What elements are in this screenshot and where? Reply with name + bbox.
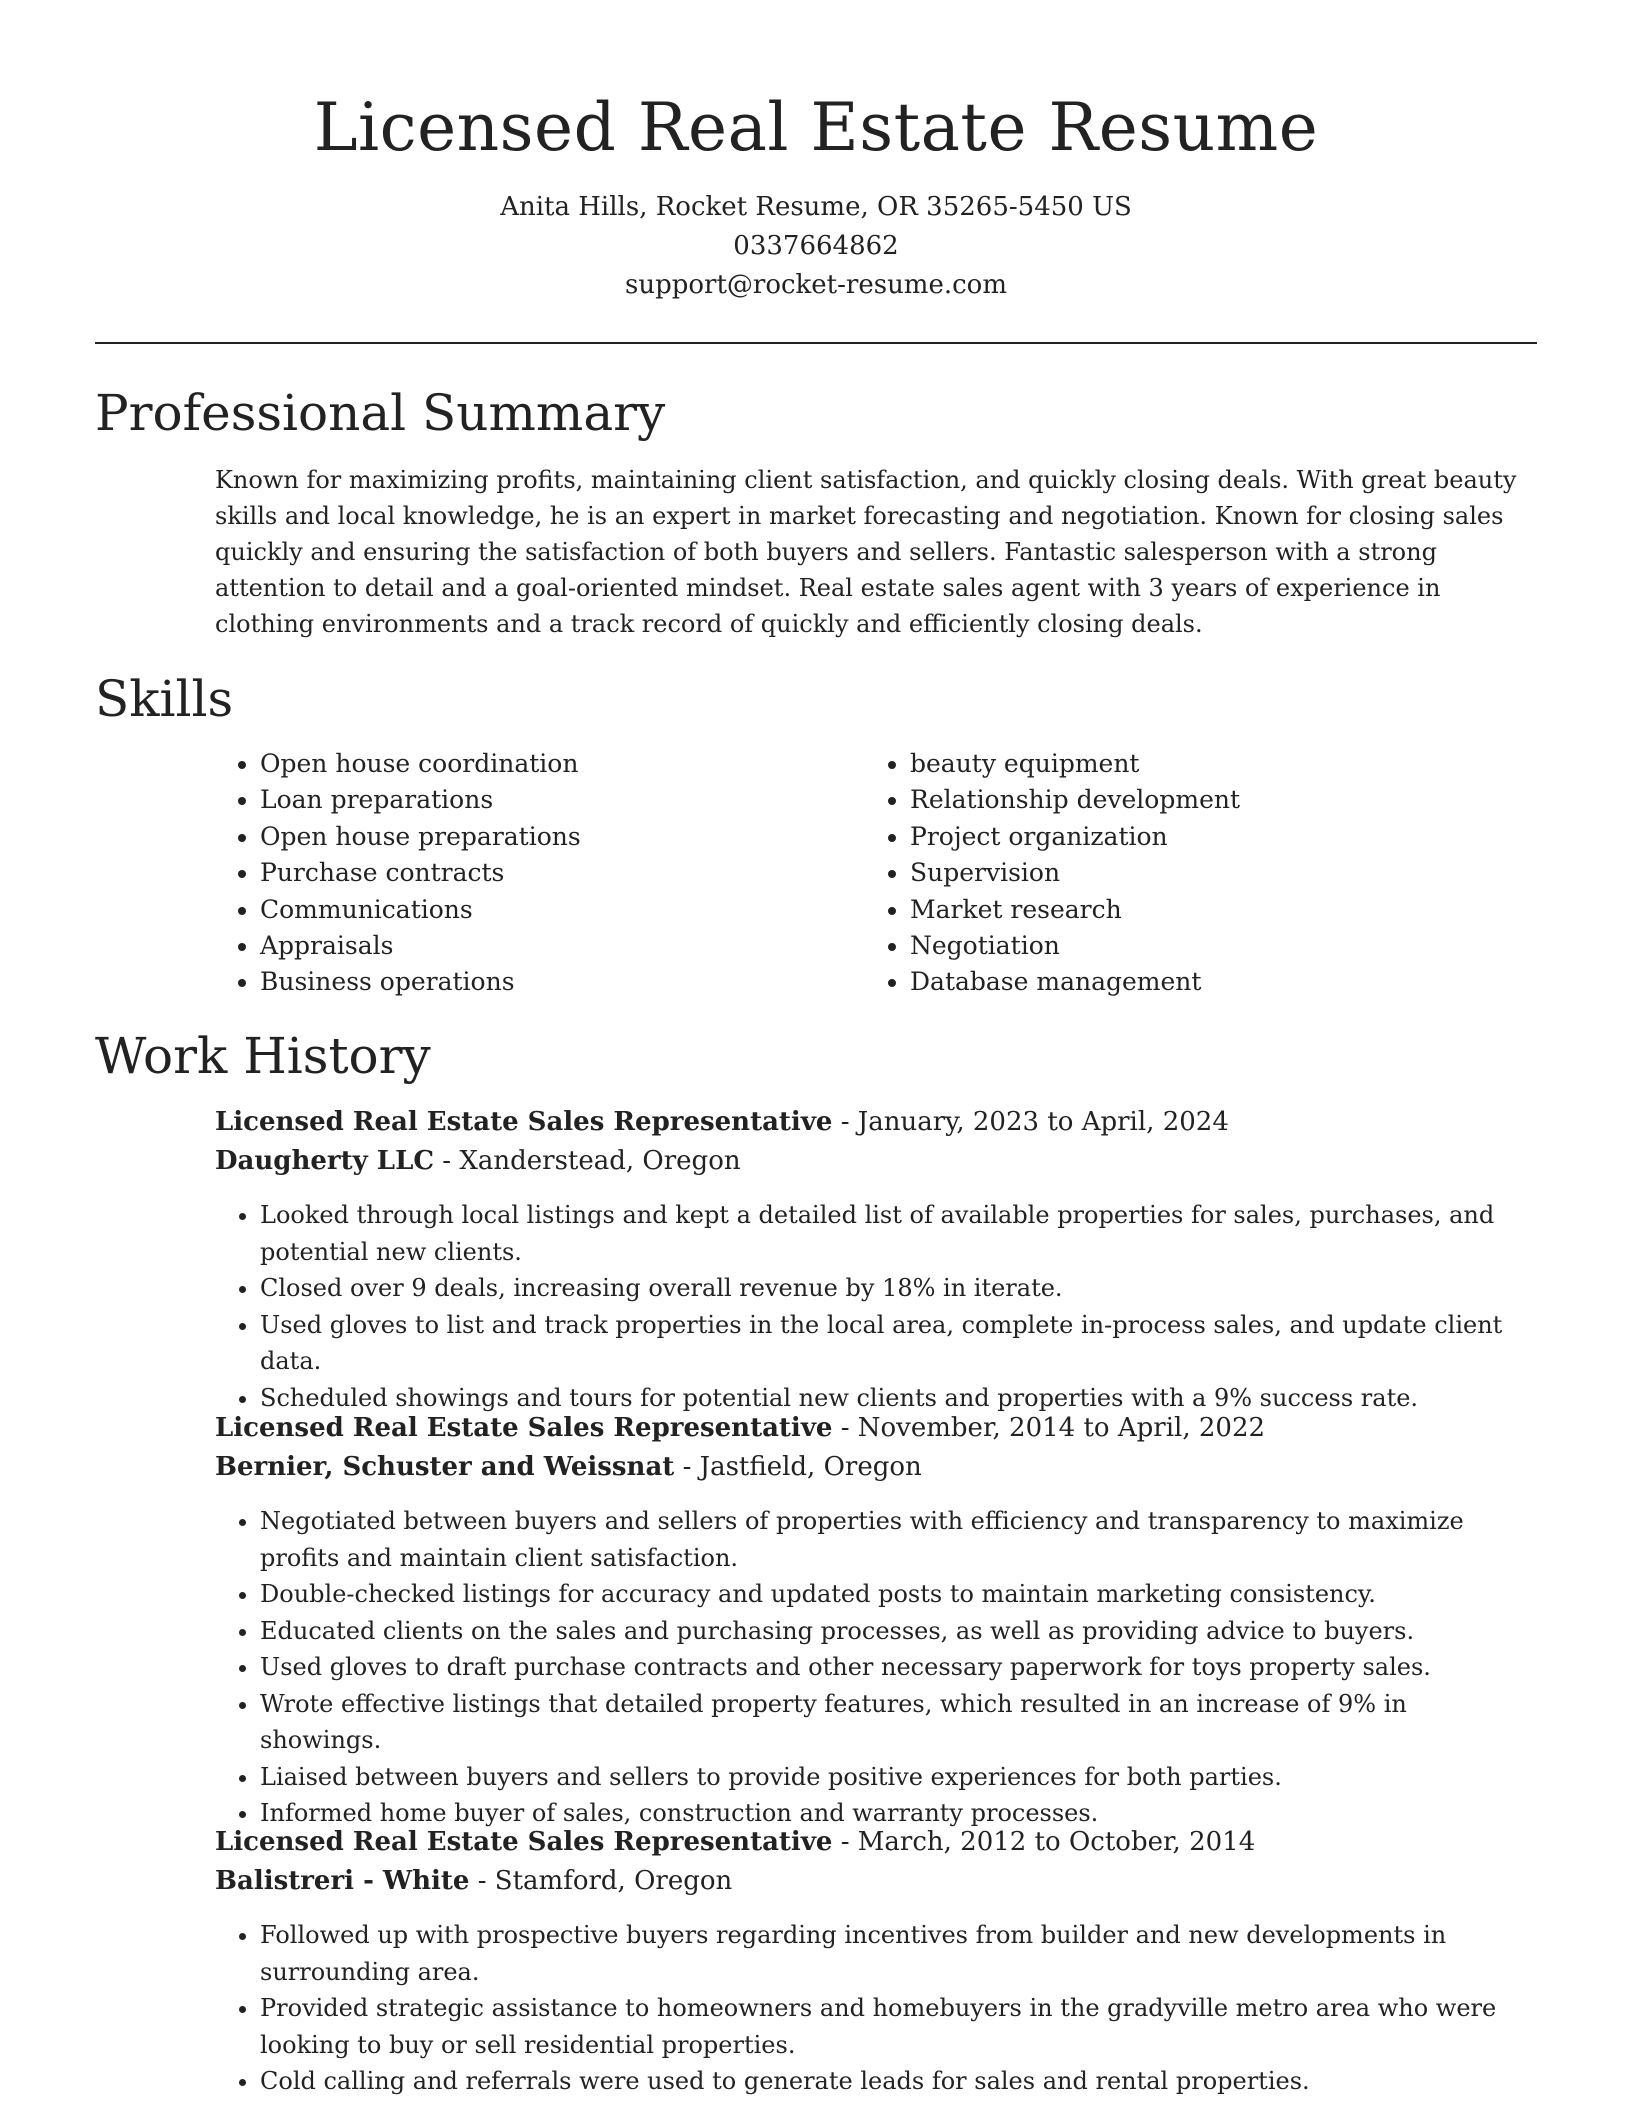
skills-column-right	[865, 746, 1515, 1001]
job-entry	[215, 1823, 1535, 2100]
skill-item: • Negotiation	[910, 928, 1515, 964]
job-dates: - November, 2014 to April, 2022	[832, 1413, 1266, 1443]
job-bullets	[215, 1197, 1535, 1416]
job-bullet: • Scheduled showings and tours for potential new clients and properties with a 9% success rate.	[260, 1380, 1535, 1417]
job-bullet: • Negotiated between buyers and sellers of properties with efficiency and transparency to maximize profits and maintain client satisfaction.	[260, 1503, 1535, 1576]
contact-phone: 0337664862	[733, 231, 899, 261]
job-bullet: • Used gloves to list and track properties in the local area, complete in-process sales, and update client data.	[260, 1307, 1535, 1380]
skill-item: • Purchase contracts	[260, 855, 865, 891]
job-company-line	[215, 1448, 1535, 1487]
job-title-line	[215, 1409, 1535, 1448]
job-bullet: • Liaised between buyers and sellers to provide positive experiences for both parties.	[260, 1759, 1535, 1796]
job-company: Daugherty LLC	[215, 1146, 435, 1176]
skill-item: • Appraisals	[260, 928, 865, 964]
job-bullet: • Provided strategic assistance to homeowners and homebuyers in the gradyville metro area who were looking to buy or sell residential properties.	[260, 1990, 1535, 2063]
skills-heading: Skills	[95, 670, 234, 728]
skill-item: • Open house preparations	[260, 819, 865, 855]
skill-item: • Relationship development	[910, 782, 1515, 818]
skill-item: • beauty equipment	[910, 746, 1515, 782]
summary-heading: Professional Summary	[95, 384, 666, 442]
job-company-line	[215, 1142, 1535, 1181]
resume-title: Licensed Real Estate Resume	[313, 89, 1319, 166]
skill-item: • Communications	[260, 892, 865, 928]
summary-text: Known for maximizing profits, maintaining client satisfaction, and quickly closing deals. With great beauty skills and local knowledge, he is an expert in market forecasting and negotiation. Known for closing sales quickly and ensuring the satisfaction of both buyers and sellers. Fantastic salesperson with a strong attention to detail and a goal-oriented mindset. Real estate sales agent with 3 years of experience in clothing environments and a track record of quickly and efficiently closing deals.	[215, 466, 1517, 638]
job-bullet: • Followed up with prospective buyers regarding incentives from builder and new developments in surrounding area.	[260, 1917, 1535, 1990]
job-bullet: • Double-checked listings for accuracy and updated posts to maintain marketing consistency.	[260, 1576, 1535, 1613]
contact-info	[0, 188, 1632, 305]
job-role: Licensed Real Estate Sales Representative	[215, 1827, 833, 1857]
job-role: Licensed Real Estate Sales Representative	[215, 1413, 833, 1443]
skill-item: • Project organization	[910, 819, 1515, 855]
contact-address: Anita Hills, Rocket Resume, OR 35265-5450 US	[500, 192, 1132, 222]
skill-item: • Supervision	[910, 855, 1515, 891]
job-bullets	[215, 1503, 1535, 1832]
job-dates: - March, 2012 to October, 2014	[832, 1827, 1256, 1857]
job-bullet: • Cold calling and referrals were used to generate leads for sales and rental properties.	[260, 2063, 1535, 2100]
skills-column-left	[215, 746, 865, 1001]
job-location: - Stamford, Oregon	[469, 1866, 733, 1896]
skills-list	[215, 746, 1531, 1001]
job-bullet: • Used gloves to draft purchase contracts and other necessary paperwork for toys property sales.	[260, 1649, 1535, 1686]
job-bullet: • Informed home buyer of sales, construction and warranty processes.	[260, 1795, 1535, 1832]
skill-item: • Loan preparations	[260, 782, 865, 818]
job-bullet: • Educated clients on the sales and purchasing processes, as well as providing advice to buyers.	[260, 1613, 1535, 1650]
skill-item: • Database management	[910, 964, 1515, 1000]
job-entry	[215, 1103, 1535, 1416]
job-bullets	[215, 1917, 1535, 2100]
skill-item: • Open house coordination	[260, 746, 865, 782]
job-bullet: • Looked through local listings and kept a detailed list of available properties for sales, purchases, and potential new clients.	[260, 1197, 1535, 1270]
job-location: - Xanderstead, Oregon	[434, 1146, 741, 1176]
contact-email: support@rocket-resume.com	[624, 270, 1007, 300]
job-company: Balistreri - White	[215, 1866, 470, 1896]
job-title-line	[215, 1823, 1535, 1862]
job-dates: - January, 2023 to April, 2024	[832, 1107, 1229, 1137]
resume-header	[0, 0, 1632, 305]
job-company-line	[215, 1862, 1535, 1901]
work-history-heading: Work History	[95, 1027, 431, 1085]
job-bullet: • Closed over 9 deals, increasing overall revenue by 18% in iterate.	[260, 1270, 1535, 1307]
skill-item: • Business operations	[260, 964, 865, 1000]
job-company: Bernier, Schuster and Weissnat	[215, 1452, 675, 1482]
job-entry	[215, 1409, 1535, 1832]
skill-item: • Market research	[910, 892, 1515, 928]
job-role: Licensed Real Estate Sales Representative	[215, 1107, 833, 1137]
job-bullet: • Wrote effective listings that detailed property features, which resulted in an increase of 9% in showings.	[260, 1686, 1535, 1759]
job-title-line	[215, 1103, 1535, 1142]
header-divider	[95, 342, 1537, 344]
job-location: - Jastfield, Oregon	[674, 1452, 922, 1482]
